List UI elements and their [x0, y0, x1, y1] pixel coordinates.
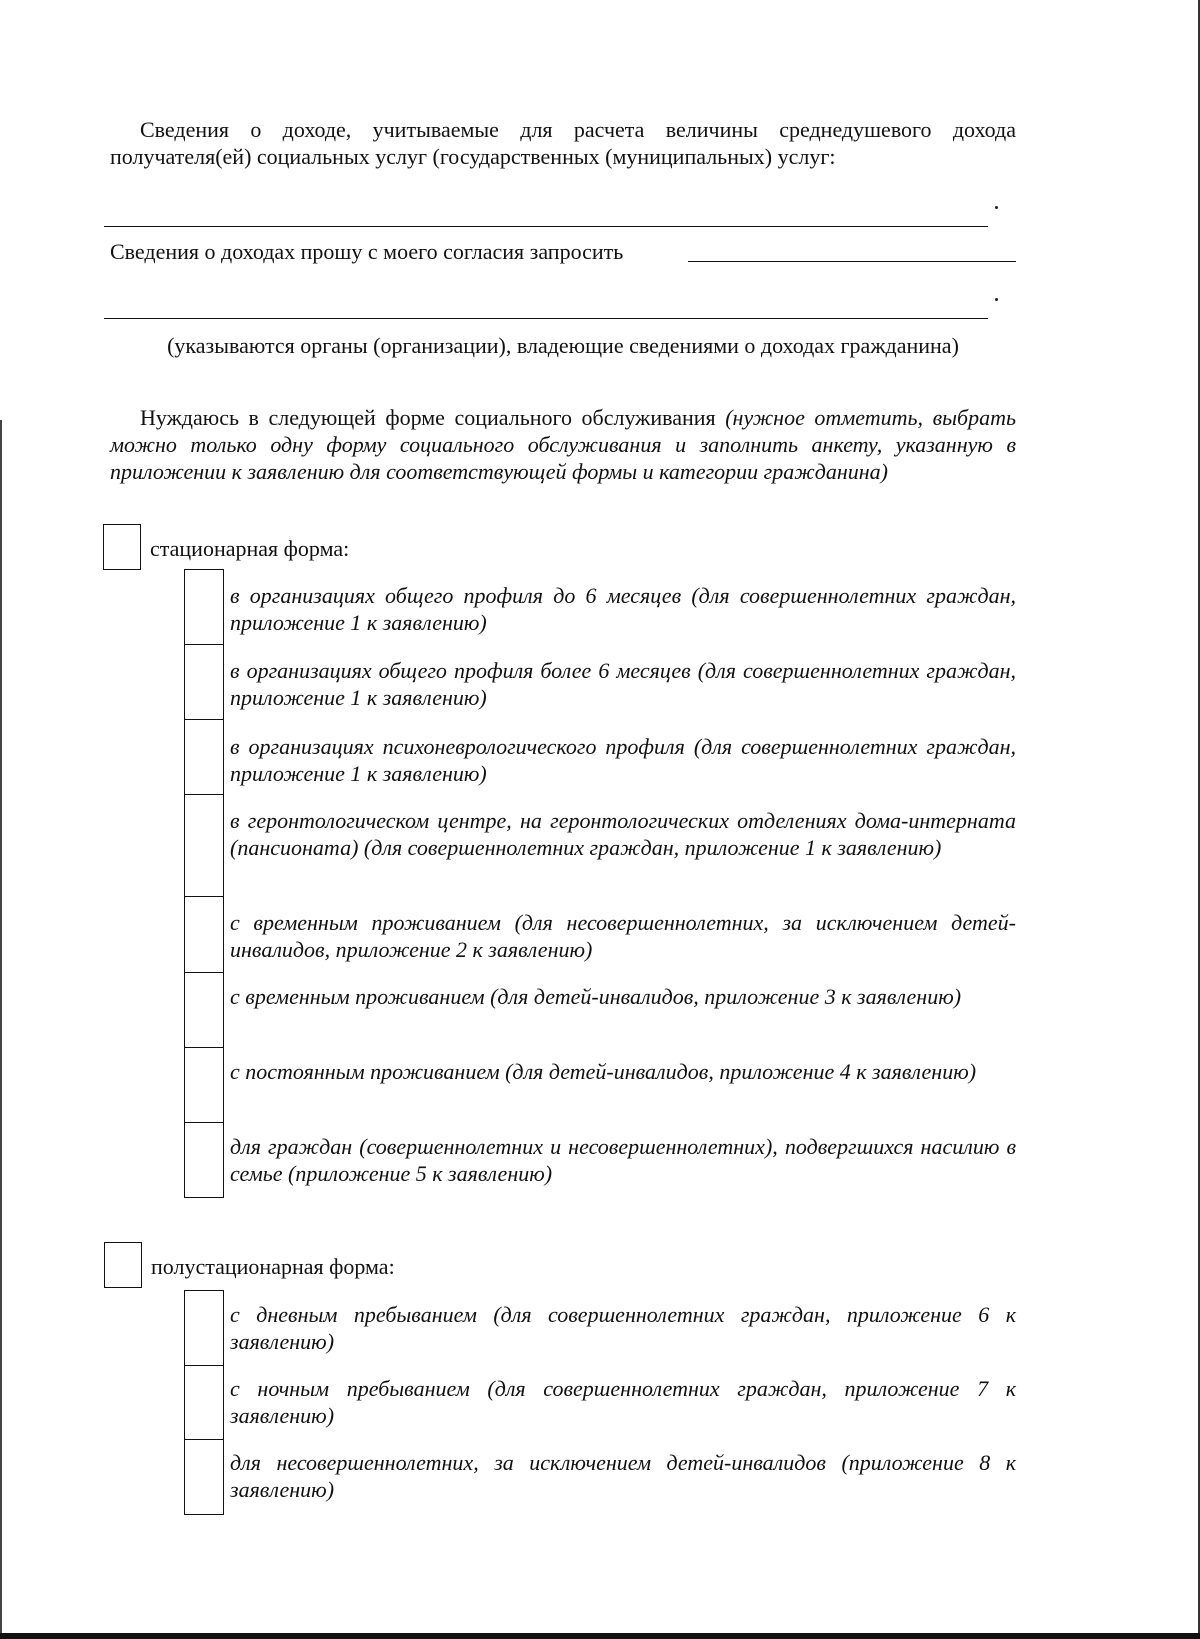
- semistationary-option-label: с ночным пребыванием (для совершеннолетних граждан, приложение 7 к заявлению): [230, 1376, 1016, 1428]
- stationary-option-checkbox[interactable]: [185, 897, 223, 973]
- semistationary-option-checkbox[interactable]: [185, 1366, 223, 1440]
- stationary-options-checkboxes: [184, 569, 224, 1198]
- organs-hint: (указываются органы (организации), владеющие сведениями о доходах гражданина): [167, 333, 959, 358]
- income-info-fill-line[interactable]: [104, 226, 988, 227]
- stationary-option-checkbox[interactable]: [185, 1123, 223, 1198]
- need-form-note: (нужное отметить, выбрать можно только одну форму социального обслуживания и заполнить анкету, указанную в приложении к заявлению для соответствующей формы и категории гражданина): [110, 405, 1017, 484]
- semistationary-option-label: с дневным пребыванием (для совершеннолетних граждан, приложение 6 к заявлению): [230, 1302, 1016, 1354]
- need-form-paragraph: [110, 404, 1016, 485]
- stationary-option-label: в организациях общего профиля до 6 месяцев (для совершеннолетних граждан, приложение 1 к заявлению): [230, 583, 1016, 635]
- stationary-option-label: с постоянным проживанием (для детей-инвалидов, приложение 4 к заявлению): [230, 1059, 977, 1084]
- period-mark: [995, 298, 998, 301]
- scan-edge-left: [0, 420, 2, 1639]
- semistationary-option-checkbox[interactable]: [185, 1440, 223, 1515]
- stationary-option-checkbox[interactable]: [185, 645, 223, 720]
- consent-fill-line-2[interactable]: [104, 318, 988, 319]
- stationary-option-checkbox[interactable]: [185, 720, 223, 795]
- income-info-paragraph: Сведения о доходе, учитываемые для расчета величины среднедушевого дохода получателя(ей) социальных услуг (государственных (муниципальных) услуг:: [110, 117, 1016, 169]
- stationary-form-checkbox[interactable]: [103, 524, 141, 570]
- need-form-text: Нуждаюсь в следующей форме социального обслуживания: [140, 405, 716, 430]
- period-mark: [995, 206, 998, 209]
- stationary-form-label: стационарная форма:: [150, 536, 350, 561]
- consent-label: Сведения о доходах прошу с моего согласия запросить: [110, 239, 624, 264]
- semistationary-form-label: полустационарная форма:: [151, 1254, 395, 1279]
- stationary-option-label: в геронтологическом центре, на геронтологических отделениях дома-интерната (пансионата) (для совершеннолетних граждан, приложение 1 к заявлению): [230, 808, 1016, 860]
- scan-edge-bottom: [0, 1633, 1200, 1639]
- stationary-option-label: с временным проживанием (для детей-инвалидов, приложение 3 к заявлению): [230, 984, 962, 1009]
- semistationary-option-label: для несовершеннолетних, за исключением детей-инвалидов (приложение 8 к заявлению): [230, 1450, 1016, 1502]
- stationary-option-label: в организациях общего профиля более 6 месяцев (для совершеннолетних граждан, приложение 1 к заявлению): [230, 658, 1016, 710]
- consent-fill-line[interactable]: [688, 261, 1016, 262]
- stationary-option-checkbox[interactable]: [185, 795, 223, 897]
- stationary-option-label: для граждан (совершеннолетних и несовершеннолетних), подвергшихся насилию в семье (приложение 5 к заявлению): [230, 1134, 1016, 1186]
- semistationary-form-checkbox[interactable]: [104, 1242, 142, 1288]
- stationary-option-checkbox[interactable]: [185, 1048, 223, 1123]
- semistationary-options-checkboxes: [184, 1290, 224, 1515]
- stationary-option-checkbox[interactable]: [185, 973, 223, 1048]
- stationary-option-label: в организациях психоневрологического профиля (для совершеннолетних граждан, приложение 1 к заявлению): [230, 734, 1016, 786]
- semistationary-option-checkbox[interactable]: [185, 1291, 223, 1366]
- stationary-option-label: с временным проживанием (для несовершеннолетних, за исключением детей-инвалидов, приложение 2 к заявлению): [230, 910, 1016, 962]
- stationary-option-checkbox[interactable]: [185, 570, 223, 645]
